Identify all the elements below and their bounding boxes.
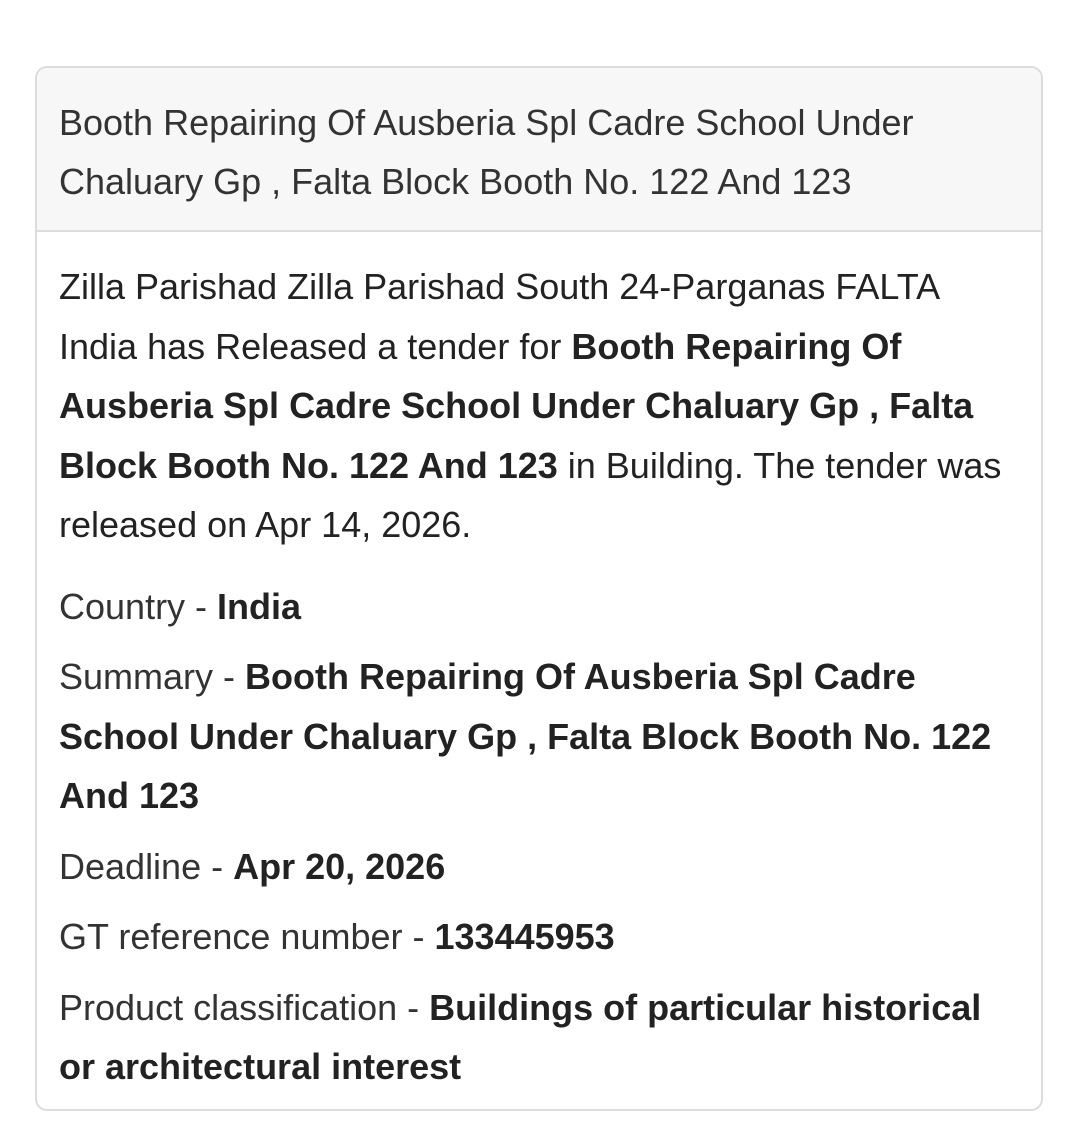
description-tender-name: Booth Repairing Of Ausberia Spl Cadre School Under Chaluary Gp , Falta Block Booth No. 122 And 123	[59, 325, 974, 486]
product-classification-value: Buildings of particular historical or architectural interest	[59, 986, 982, 1087]
tender-card	[35, 66, 1043, 1111]
product-classification-row	[59, 978, 1019, 1097]
tender-title: Booth Repairing Of Ausberia Spl Cadre School Under Chaluary Gp , Falta Block Booth No. 122 And 123	[37, 68, 1041, 232]
gt-reference-value: 133445953	[434, 916, 615, 957]
summary-value: Booth Repairing Of Ausberia Spl Cadre School Under Chaluary Gp , Falta Block Booth No. 122 And 123	[59, 656, 992, 816]
gt-reference-row	[59, 907, 1019, 967]
description-prefix: Zilla Parishad Zilla Parishad South 24-Parganas FALTA India has Released a tender for	[59, 266, 939, 367]
country-value: India	[217, 585, 302, 627]
deadline-label: Deadline -	[59, 845, 234, 887]
tender-description	[59, 257, 1019, 555]
country-row	[59, 577, 1019, 637]
summary-row	[59, 647, 1019, 826]
tender-details	[37, 232, 1041, 1097]
deadline-value: Apr 20, 2026	[233, 845, 446, 887]
summary-label: Summary -	[59, 656, 246, 697]
product-classification-label: Product classification -	[59, 986, 430, 1028]
description-suffix: in Building. The tender was released on Apr 14, 2026.	[59, 444, 1002, 545]
deadline-row	[59, 837, 1019, 897]
country-label: Country -	[59, 585, 218, 627]
gt-reference-label: GT reference number -	[59, 916, 435, 957]
